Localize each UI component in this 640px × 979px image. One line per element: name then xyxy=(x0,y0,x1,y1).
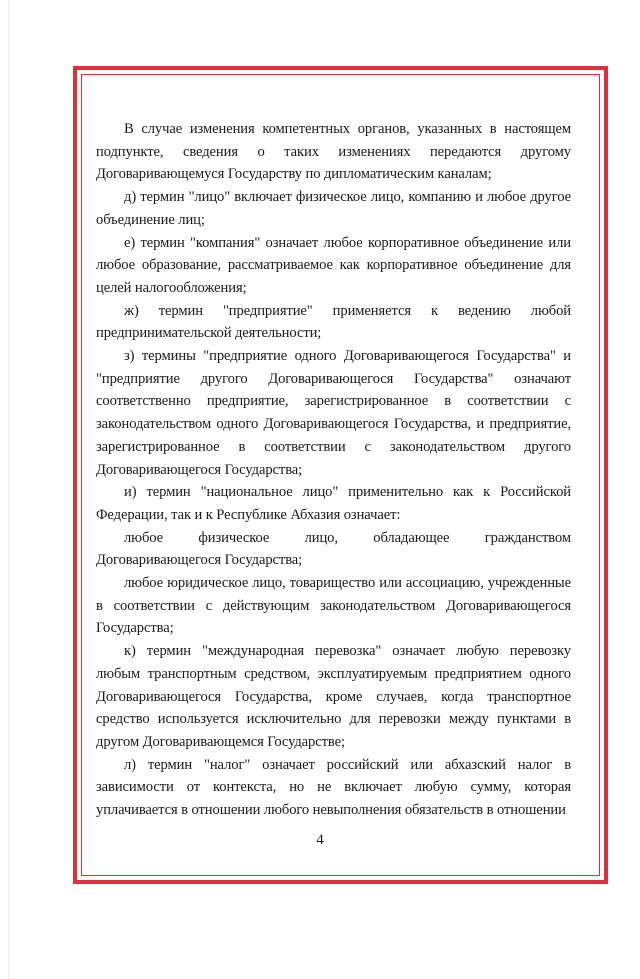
paragraph-term-enterprise: ж) термин "предприятие" применяется к ведению любой предпринимательской деятельности; xyxy=(96,302,571,342)
paragraph-competent-authorities: В случае изменения компетентных органов, указанных в настоящем подпункте, сведения о таких изменениях передаются другому Договаривающемуся Государству по дипломатическим каналам; xyxy=(96,121,571,183)
paragraph-term-tax: л) термин "налог" означает российский или абхазский налог в зависимости от контекста, но не включает любую сумму, которая уплачивается в отношении любого невыполнения обязательств в отношении xyxy=(96,756,571,819)
document-body xyxy=(96,118,571,822)
paragraph-national-legal-entity: любое юридическое лицо, товарищество или ассоциацию, учрежденные в соответствии с действующим законодательством Договаривающегося Государства; xyxy=(96,575,571,637)
paragraph-term-national: и) термин "национальное лицо" применительно как к Российской Федерации, так и к Республике Абхазия означает: xyxy=(96,484,571,523)
paragraph-term-enterprise-of-state: з) термины "предприятие одного Договаривающегося Государства" и "предприятие другого Договаривающегося Государства" означают соответственно предприятие, зарегистрированное в соответствии с законодательством одного Договаривающегося Государства, и предприятие, зарегистрированное в соответствии с законодательством другого Договаривающегося Государства; xyxy=(96,348,571,478)
page-number: 4 xyxy=(316,832,324,848)
paragraph-term-international-traffic: к) термин "международная перевозка" означает любую перевозку любым транспортным средством, эксплуатируемым предприятием одного Договаривающегося Государства, кроме случаев, когда транспортное средство используется исключительно для перевозки между пунктами в другом Договаривающемся Государстве; xyxy=(96,643,571,750)
paragraph-term-company: е) термин "компания" означает любое корпоративное объединение или любое образование, рассматриваемое как корпоративное объединение для целей налогообложения; xyxy=(96,234,571,296)
paragraph-term-person: д) термин "лицо" включает физическое лицо, компанию и любое другое объединение лиц; xyxy=(96,189,571,228)
paragraph-national-individual: любое физическое лицо, обладающее гражданством Договаривающегося Государства; xyxy=(96,529,571,569)
